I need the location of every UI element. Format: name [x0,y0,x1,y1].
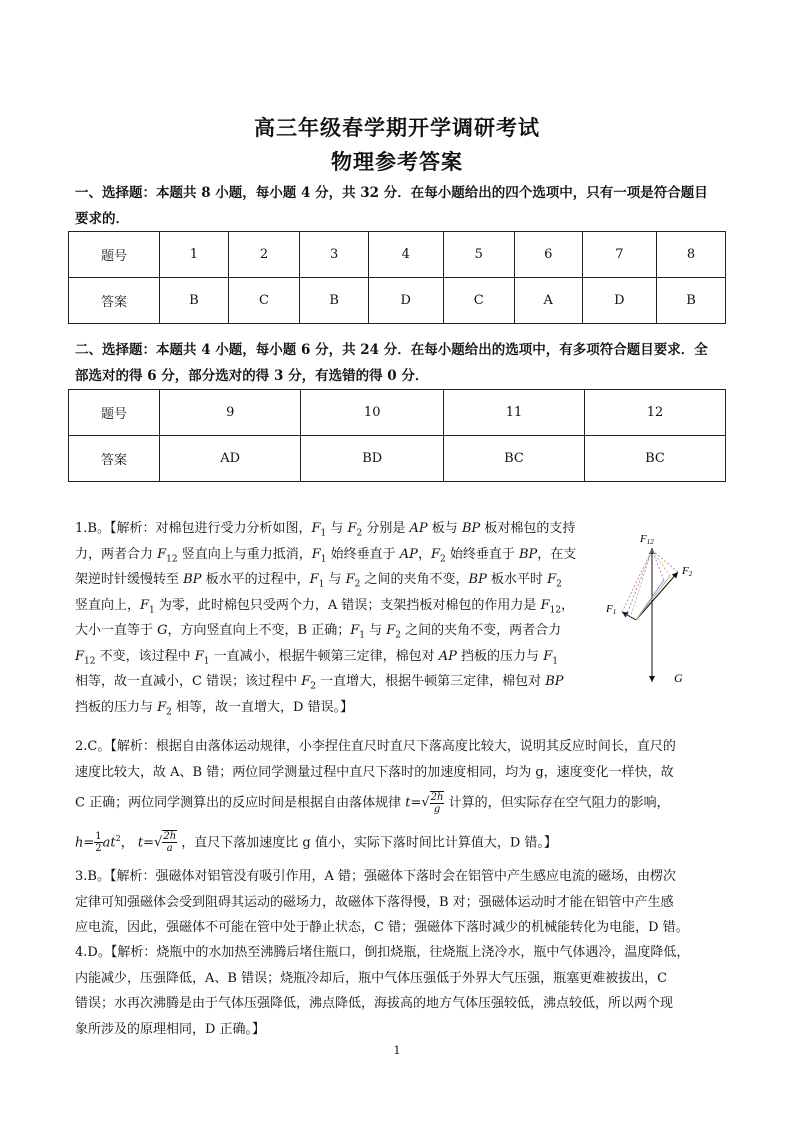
text-segment: 相等，故一直减小，C 错误；该过程中 [75,674,302,689]
table-cell: BD [301,436,444,482]
section2-heading-line2: 部选对的得 6 分，部分选对的得 3 分，有选错的得 0 分． [75,368,429,384]
text-segment: G [157,623,168,638]
table-cell: 12 [584,390,725,436]
q4-line: 4.D。【解析：烧瓶中的水加热至沸腾后堵住瓶口，倒扣烧瓶，往烧瓶上浇冷水，瓶中气体遇冷，温度降低， [75,945,690,960]
text-segment: 2 [556,579,562,590]
text-segment: F [301,674,311,689]
text-segment: 为零，此时棉包只受两个力，A 错误；支架挡板对棉包的作用力是 [154,597,541,613]
table-cell: 2 [228,232,299,278]
text-segment: ，在支 [537,546,577,562]
text-segment: 2 [166,707,172,718]
table-cell: C [443,278,514,324]
q3-line: 3.B。【解析：强磁体对铝管没有吸引作用，A 错；强磁体下落时会在铝管中产生感应电流的磁场，由楞次 [75,869,676,884]
force-diagram [600,530,710,690]
q1-line [75,695,595,721]
table-header-cell: 答案 [69,278,160,324]
text-segment: 1 [320,554,327,565]
text-segment: 一直减小，根据牛顿第三定律，棉包对 [209,648,439,664]
text-segment: F [311,546,321,562]
text-segment: 相等，故一直增大，D 错误。】 [171,699,354,715]
q1-line [75,593,595,619]
text-segment: 板对棉包的支持 [480,521,576,536]
text-segment: F [75,648,85,664]
text-segment: F [194,648,204,664]
text-segment: F [547,572,557,587]
construction-line [622,550,652,612]
section1-heading-line1: 一、选择题：本题共 8 小题，每小题 4 分，共 32 分．在每小题给出的四个选项中，只有一项是符合题目 [75,185,708,201]
table-cell: 7 [582,232,657,278]
text-segment: ， [417,546,431,562]
q4-line: 错误；水再次沸腾是由于气体压强降低，沸点降低，海拔高的地方气体压强较低，沸点较低，所以两个现 [75,996,674,1011]
sqrt-formula: √ $\frac{2h}{g}$ [421,791,444,815]
q3-line: 应电流，因此，强磁体不可能在管中处于静止状态，C 错；强磁体下落时减少的机械能转化为电能，D 错。 [75,920,689,935]
q1-line [75,644,595,670]
q4-line: 象所涉及的原理相同，D 正确。】 [75,1021,266,1037]
table-cell: D [582,278,657,324]
text-segment: 12 [166,554,178,565]
table-header-cell: 题号 [69,232,160,278]
section1-answer-table [68,231,726,324]
text-segment: 2 [439,554,446,565]
table-cell: 10 [301,390,444,436]
table-cell: 11 [443,390,584,436]
text-segment: 板水平的过程中， [201,572,310,587]
section1-heading [75,180,725,232]
text-segment: ， [561,597,575,613]
text-segment: 2 [310,681,316,692]
table-cell: BC [584,436,725,482]
sqrt-formula: √ $\frac{2h}{a}$ [154,831,177,855]
text-segment: 1 [318,579,325,590]
section2-heading [75,337,725,389]
table-cell: 4 [369,232,444,278]
q2-line: 2.C。【解析：根据自由落体运动规律，小李捏住直尺时直尺下落高度比较大，说明其反应时间长，直尺的 [75,739,676,754]
text-segment: 1 [359,630,365,641]
q2-line: 速度比较大，故 A、B 错；两位同学测量过程中直尺下落时的加速度相同，均为 g，速度变化一样快，故 [75,764,674,780]
table-row [69,278,726,324]
table-cell: B [657,278,726,324]
text-segment: 板水平时 [486,572,548,587]
q4-line: 内能减少，压强降低，A、B 错误；烧瓶冷却后，瓶中气体压强低于外界大气压强，瓶塞更难被拔出，C [75,970,668,986]
table-row [69,436,726,482]
text-segment: AP [399,546,418,562]
text-segment: 挡板的压力与 [75,699,158,715]
text-segment: 12 [84,656,96,667]
table-cell: BC [443,436,584,482]
table-cell: A [514,278,582,324]
text-segment: F [543,648,553,664]
text-segment: 之间的夹角不变，两者合力 [401,623,562,638]
text-segment: BP [518,546,538,562]
label-g: G [674,671,683,685]
text-segment: 竖直向上与重力抵消， [177,546,312,562]
table-cell: 1 [160,232,229,278]
section1-heading-line2: 要求的． [75,211,129,227]
text-segment: AP [409,521,428,536]
q1-line [75,669,595,695]
construction-line [630,550,652,618]
text-segment: 板与 [427,521,462,536]
f1-arrow [622,612,636,620]
q1-line [75,542,595,568]
text-segment: 2 [356,528,363,539]
text-segment: 挡板的压力与 [456,648,544,664]
text-segment: F [540,597,550,613]
text-segment: 力，两者合力 [75,546,158,562]
q2-line: h= $\frac{1}{2}$ $at^2$， t=√ $\frac{2h}{a}$ ，直尺下落加速度比 g 值小，实际下落时间比计算值大，D 错。】 [75,821,723,857]
text-segment: 一直增大，根据牛顿第三定律，棉包对 [315,674,546,689]
text-segment: 之间的夹角不变， [360,572,469,587]
table-row [69,390,726,436]
text-segment: 大小一直等于 [75,623,158,638]
q2-line: C 正确；两位同学测算出的反应时间是根据自由落体规律 t=√ $\frac{2h}{g}$ 计算的，但实际存在空气阻力的影响， [75,785,723,821]
q3-line: 定律可知强磁体会受到阻碍其运动的磁场力，故磁体下落得慢，B 对；强磁体运动时才能在铝管中产生感 [75,894,674,910]
q1-explanation [75,516,595,720]
text-segment: 竖直向上， [75,597,141,613]
text-segment: AP [438,648,457,664]
table-cell: D [369,278,444,324]
table-cell: AD [160,436,301,482]
q1-line [75,618,595,644]
text-segment: BP [545,674,564,689]
table-cell: B [300,278,369,324]
text-segment: F [386,623,396,638]
label-f2: F2 [682,565,693,578]
table-cell: B [160,278,229,324]
text-segment: 与 [326,521,348,536]
text-segment: 1.B。【解析：对棉包进行受力分析如图， [75,521,312,536]
text-segment: F [157,699,167,715]
section2-answer-table [68,389,726,482]
label-f12: F12 [640,533,654,546]
text-segment: F [157,546,167,562]
text-segment: 始终垂直于 [445,546,519,562]
text-segment: BP [183,572,202,587]
text-segment: 不变，该过程中 [95,648,195,664]
text-segment: F [140,597,150,613]
text-segment: BP [468,572,487,587]
text-segment: F [345,572,355,587]
table-cell: 5 [443,232,514,278]
text-segment: 2 [395,630,402,641]
q4-explanation [75,940,723,1042]
page-number: 1 [393,1044,401,1057]
section2-heading-line1: 二、选择题：本题共 4 小题，每小题 6 分，共 24 分．在每小题给出的选项中，有多项符合题目要求．全 [75,342,708,358]
text-segment: F [350,623,360,638]
table-cell: 9 [160,390,301,436]
text-segment: 12 [549,605,562,616]
label-f1: F1 [606,603,617,616]
text-segment: 架逆时针缓慢转至 [75,572,184,587]
page-title: 高三年级春学期开学调研考试 [254,115,540,140]
text-segment: BP [461,521,481,536]
table-cell: 8 [657,232,726,278]
text-segment: F [309,572,319,587]
page-subtitle: 物理参考答案 [331,149,463,174]
text-segment: F [430,546,440,562]
table-row [69,232,726,278]
text-segment: 1 [149,605,155,616]
text-segment: 分别是 [362,521,410,536]
text-segment: ，方向竖直向上不变，B 正确； [167,623,351,638]
text-segment: 与 [324,572,346,587]
table-header-cell: 答案 [69,436,160,482]
q1-line [75,567,595,593]
q2-explanation [75,734,723,857]
table-cell: C [228,278,299,324]
table-header-cell: 题号 [69,390,160,436]
text-segment: 2 [354,579,361,590]
fraction: $\frac{1}{2}$ [95,831,102,855]
text-segment: 1 [203,656,210,667]
text-segment: 1 [320,528,327,539]
text-segment: 与 [364,623,387,638]
q1-line [75,516,595,542]
table-cell: 3 [300,232,369,278]
text-segment: 1 [552,656,558,667]
text-segment: F [347,521,357,536]
text-segment: F [311,521,321,536]
table-cell: 6 [514,232,582,278]
text-segment: 始终垂直于 [326,546,400,562]
q3-explanation [75,864,723,941]
